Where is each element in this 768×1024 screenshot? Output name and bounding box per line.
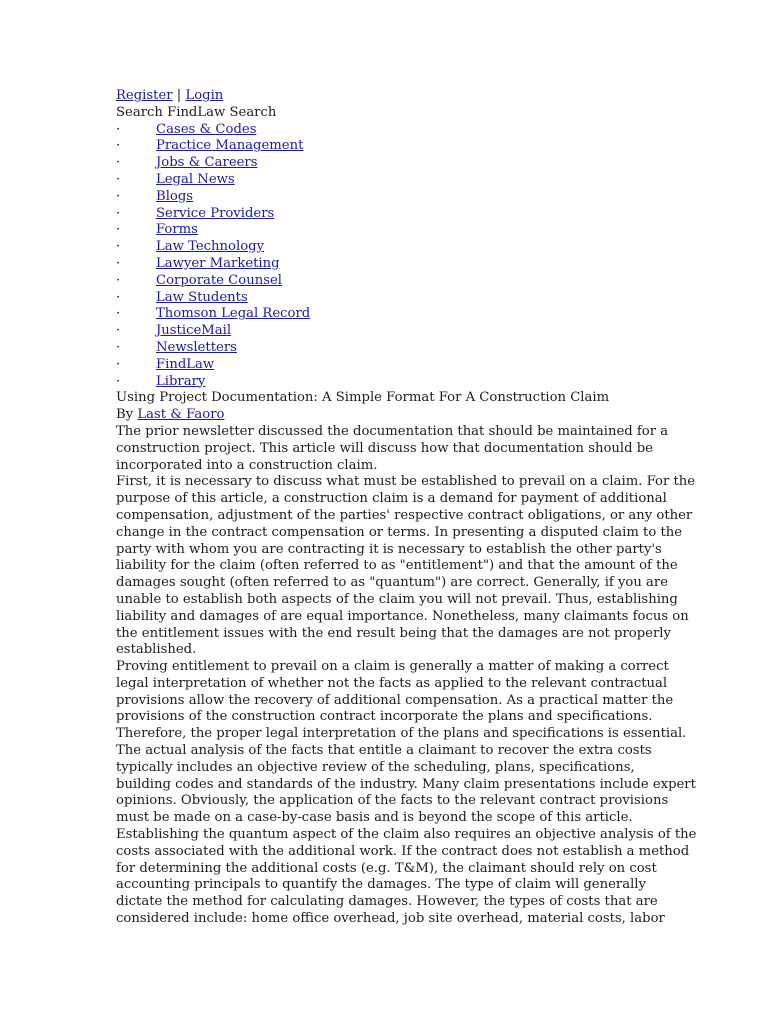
- body-line: The actual analysis of the facts that entitle a claimant to recover the extra costs: [116, 743, 652, 759]
- link-separator: |: [176, 88, 182, 103]
- body-line: damages sought (often referred to as "quantum") are correct. Generally, if you are: [116, 575, 669, 591]
- body-line: unable to establish both aspects of the claim you will not prevail. Thus, establishing: [116, 591, 678, 607]
- body-line: established.: [116, 642, 197, 658]
- article-byline: [116, 407, 656, 424]
- nav-link-blogs[interactable]: Blogs: [156, 188, 194, 204]
- body-line: must be made on a case-by-case basis and is beyond the scope of this article.: [116, 810, 633, 826]
- nav-item-forms: [116, 222, 656, 239]
- bullet-icon: ·: [116, 138, 121, 154]
- body-line: compensation, adjustment of the parties' respective contract obligations, or any other: [116, 507, 693, 523]
- nav-item-jobs-careers: [116, 155, 656, 172]
- bullet-icon: ·: [116, 289, 121, 305]
- article-title: Using Project Documentation: A Simple Format For A Construction Claim: [116, 390, 610, 406]
- body-line: Establishing the quantum aspect of the claim also requires an objective analysis of the: [116, 827, 697, 843]
- nav-link-forms[interactable]: Forms: [156, 222, 198, 238]
- nav-link-cases-codes[interactable]: Cases & Codes: [156, 121, 257, 137]
- register-link[interactable]: Register: [116, 88, 173, 103]
- login-link[interactable]: Login: [185, 88, 224, 103]
- body-line: incorporated into a construction claim.: [116, 457, 378, 473]
- nav-link-practice-management[interactable]: Practice Management: [156, 138, 304, 154]
- bullet-icon: ·: [116, 356, 121, 372]
- body-line: change in the contract compensation or terms. In presenting a disputed claim to the: [116, 524, 683, 540]
- findlaw-nav-list: [116, 122, 656, 391]
- body-line: liability for the claim (often referred to as "entitlement") and that the amount of the: [116, 558, 678, 574]
- body-line: purpose of this article, a construction claim is a demand for payment of additional: [116, 491, 667, 507]
- body-line: party with whom you are contracting it is necessary to establish the other party's: [116, 541, 662, 557]
- body-line: provisions allow the recovery of additional compensation. As a practical matter the: [116, 692, 674, 708]
- body-line: Therefore, the proper legal interpretation of the plans and specifications is essential.: [116, 726, 687, 742]
- bullet-icon: ·: [116, 205, 121, 221]
- bullet-icon: ·: [116, 188, 121, 204]
- nav-link-jobs-careers[interactable]: Jobs & Careers: [156, 155, 258, 171]
- bullet-icon: ·: [116, 239, 121, 255]
- nav-link-corporate-counsel[interactable]: Corporate Counsel: [156, 272, 282, 288]
- nav-item-corporate-counsel: [116, 273, 656, 290]
- body-line: First, it is necessary to discuss what must be established to prevail on a claim. For the: [116, 474, 696, 490]
- nav-link-law-technology[interactable]: Law Technology: [156, 239, 265, 255]
- body-line: opinions. Obviously, the application of the facts to the relevant contract provisions: [116, 793, 669, 809]
- bullet-icon: ·: [116, 255, 121, 271]
- nav-item-newsletters: [116, 340, 656, 357]
- nav-link-legal-news[interactable]: Legal News: [156, 171, 235, 187]
- body-line: typically includes an objective review of the scheduling, plans, specifications,: [116, 759, 635, 775]
- nav-item-practice-management: [116, 138, 656, 155]
- bullet-icon: ·: [116, 373, 121, 389]
- nav-link-library[interactable]: Library: [156, 373, 206, 389]
- nav-link-law-students[interactable]: Law Students: [156, 289, 248, 305]
- account-links: [116, 88, 656, 105]
- body-line: construction project. This article will discuss how that documentation should be: [116, 440, 653, 456]
- nav-item-lawyer-marketing: [116, 256, 656, 273]
- body-line: costs associated with the additional work. If the contract does not establish a method: [116, 843, 690, 859]
- bullet-icon: ·: [116, 155, 121, 171]
- body-line: dictate the method for calculating damages. However, the types of costs that are: [116, 894, 658, 910]
- bullet-icon: ·: [116, 222, 121, 238]
- nav-item-legal-news: [116, 172, 656, 189]
- nav-item-law-technology: [116, 239, 656, 256]
- document-page: [116, 88, 697, 928]
- byline-prefix: By: [116, 407, 134, 423]
- nav-link-lawyer-marketing[interactable]: Lawyer Marketing: [156, 255, 280, 271]
- body-line: The prior newsletter discussed the documentation that should be maintained for a: [116, 423, 669, 439]
- nav-item-justicemail: [116, 323, 656, 340]
- article-body: [116, 423, 697, 928]
- author-link[interactable]: Last & Faoro: [137, 407, 225, 423]
- body-line: building codes and standards of the industry. Many claim presentations include expert: [116, 776, 696, 792]
- nav-link-service-providers[interactable]: Service Providers: [156, 205, 275, 221]
- body-line: liability and damages of are equal importance. Nonetheless, many claimants focus on: [116, 608, 689, 624]
- body-line: Proving entitlement to prevail on a claim is generally a matter of making a correct: [116, 659, 669, 675]
- nav-link-justicemail[interactable]: JusticeMail: [156, 323, 232, 339]
- bullet-icon: ·: [116, 171, 121, 187]
- nav-item-blogs: [116, 189, 656, 206]
- body-line: provisions of the construction contract incorporate the plans and specifications.: [116, 709, 653, 725]
- nav-link-newsletters[interactable]: Newsletters: [156, 339, 237, 355]
- nav-item-findlaw: [116, 357, 656, 374]
- nav-item-thomson-legal-record: [116, 306, 656, 323]
- nav-item-law-students: [116, 290, 656, 307]
- nav-item-library: [116, 374, 656, 391]
- nav-link-findlaw[interactable]: FindLaw: [156, 356, 215, 372]
- body-line: legal interpretation of whether not the facts as applied to the relevant contractual: [116, 675, 668, 691]
- bullet-icon: ·: [116, 339, 121, 355]
- bullet-icon: ·: [116, 306, 121, 322]
- search-label: Search FindLaw Search: [116, 104, 277, 120]
- body-line: accounting principals to quantify the damages. The type of claim will generally: [116, 877, 646, 893]
- nav-link-thomson-legal-record[interactable]: Thomson Legal Record: [156, 306, 311, 322]
- nav-item-cases-codes: [116, 122, 656, 139]
- body-line: for determining the additional costs (e.g. T&M), the claimant should rely on cost: [116, 860, 657, 876]
- bullet-icon: ·: [116, 272, 121, 288]
- nav-item-service-providers: [116, 206, 656, 223]
- body-line: the entitlement issues with the end result being that the damages are not properly: [116, 625, 671, 641]
- bullet-icon: ·: [116, 323, 121, 339]
- body-line: considered include: home office overhead, job site overhead, material costs, labor: [116, 911, 665, 927]
- bullet-icon: ·: [116, 121, 121, 137]
